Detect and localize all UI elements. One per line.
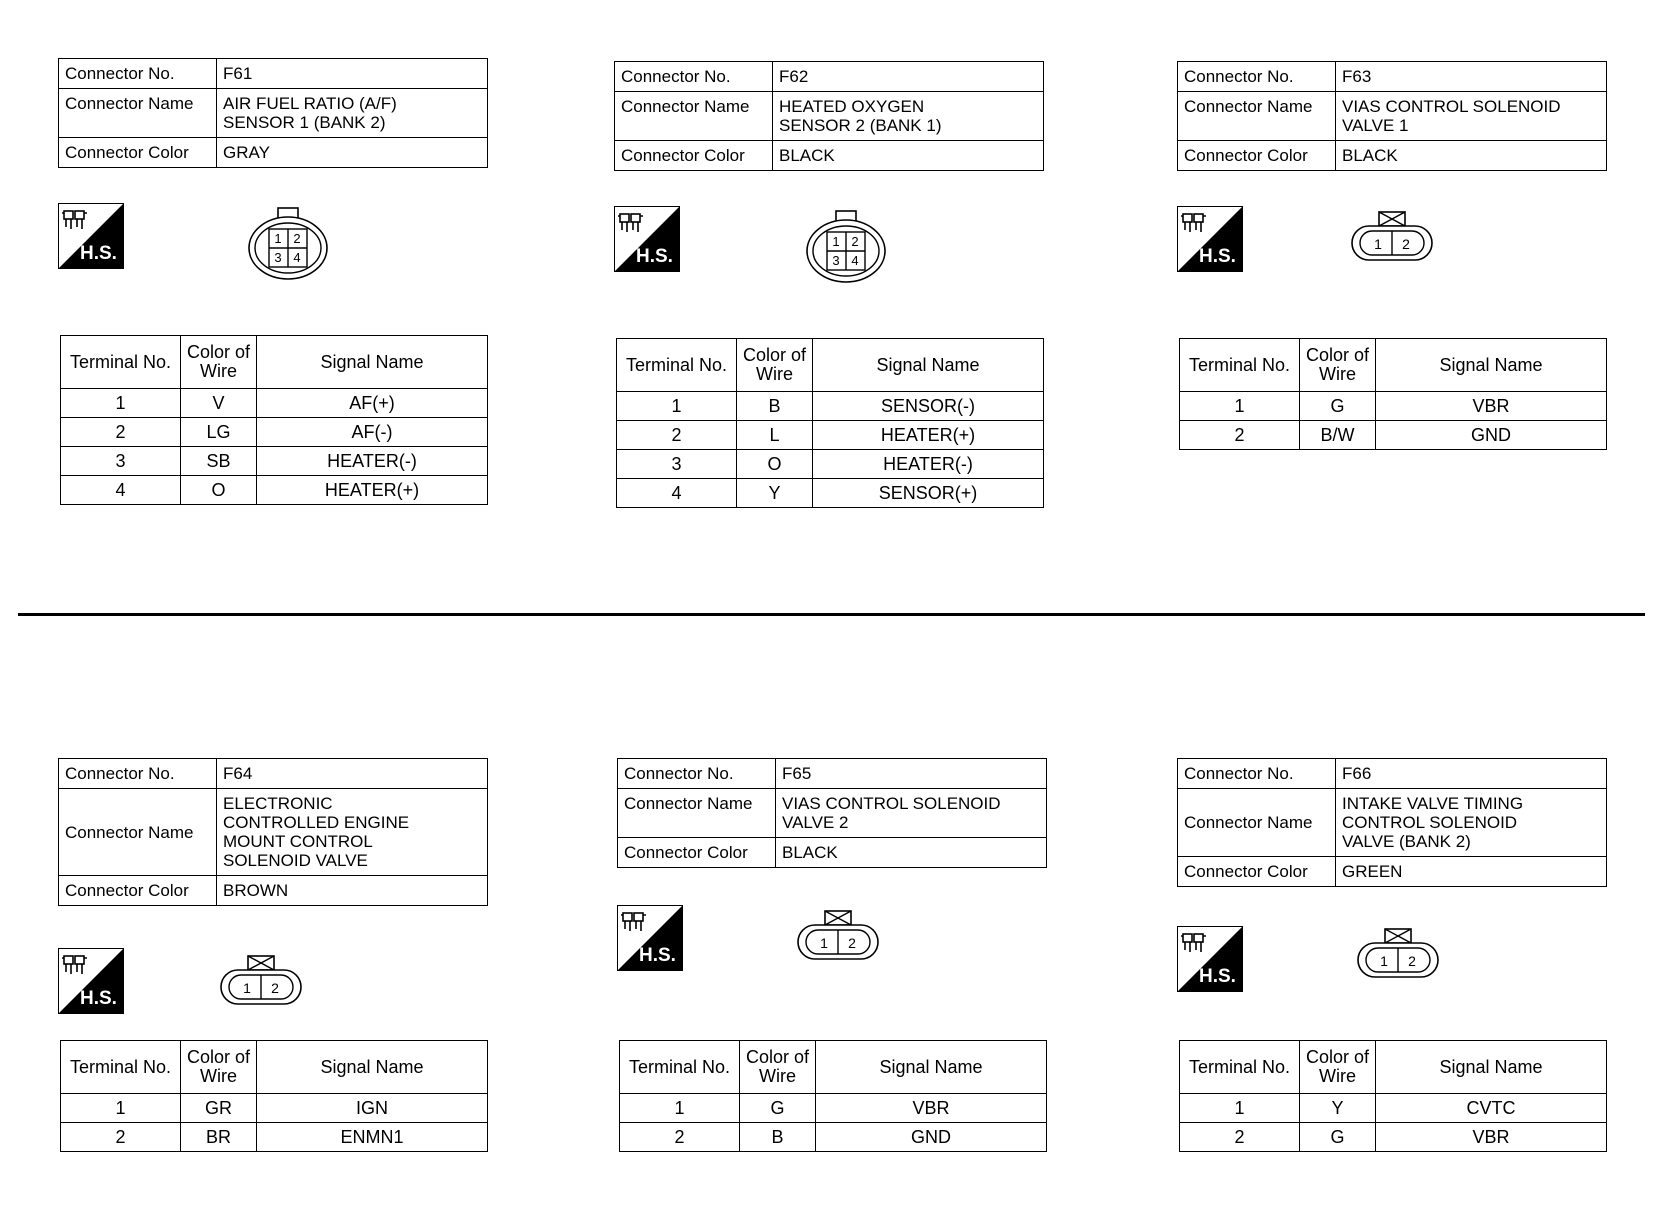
wire-color-header: Color of Wire <box>737 339 813 392</box>
connector-no-label: Connector No. <box>1178 759 1336 789</box>
connector-face-icon <box>795 908 881 969</box>
wire-color-cell: O <box>181 476 257 505</box>
connector-color-row <box>1178 857 1607 887</box>
connector-no-value: F63 <box>1342 67 1372 86</box>
section-divider <box>18 613 1645 616</box>
connector-color-cell <box>217 876 488 906</box>
connector-color-row <box>618 838 1047 868</box>
connector-no-label: Connector No. <box>618 759 776 789</box>
connector-name-label: Connector Name <box>1178 92 1336 141</box>
terminal-no-cell: 4 <box>61 476 181 505</box>
wire-color-cell: G <box>1300 1123 1376 1152</box>
wire-color-cell: SB <box>181 447 257 476</box>
table-row <box>1180 392 1607 421</box>
connector-color-value: GRAY <box>223 143 270 162</box>
terminal-header-row <box>1180 1041 1607 1094</box>
connector-no-value: F62 <box>779 67 809 86</box>
table-row <box>61 389 488 418</box>
signal-name-cell: VBR <box>816 1094 1047 1123</box>
signal-name-cell: AF(+) <box>257 389 488 418</box>
connector-no-row <box>618 759 1047 789</box>
connector-info-table <box>614 61 1044 171</box>
table-row <box>617 479 1044 508</box>
terminal-no-header: Terminal No. <box>617 339 737 392</box>
connector-color-value: BLACK <box>782 843 838 862</box>
connector-block <box>617 758 1047 1218</box>
terminal-table <box>619 1040 1047 1152</box>
connector-no-row <box>615 62 1044 92</box>
connector-pin-label: 2 <box>851 234 859 249</box>
terminal-header-row <box>1180 339 1607 392</box>
wire-color-header: Color of Wire <box>181 1041 257 1094</box>
signal-name-cell: CVTC <box>1376 1094 1607 1123</box>
connector-name-cell <box>217 89 488 138</box>
terminal-no-cell: 1 <box>61 389 181 418</box>
table-row <box>1180 1123 1607 1152</box>
wire-color-cell: G <box>1300 392 1376 421</box>
connector-pin-label: 2 <box>1408 953 1416 969</box>
connector-name-value: HEATED OXYGEN SENSOR 2 (BANK 1) <box>779 97 942 135</box>
hs-badge-label: H.S. <box>639 945 676 966</box>
connector-name-row <box>618 789 1047 838</box>
connector-color-value: BLACK <box>779 146 835 165</box>
wire-color-cell: Y <box>737 479 813 508</box>
connector-pin-label: 2 <box>1402 236 1410 252</box>
connector-no-value: F65 <box>782 764 812 783</box>
table-row <box>61 476 488 505</box>
connector-info-table <box>1177 61 1607 171</box>
connector-color-cell <box>773 141 1044 171</box>
terminal-table <box>1179 1040 1607 1152</box>
connector-info-table <box>1177 758 1607 887</box>
hs-badge-label: H.S. <box>1199 966 1236 987</box>
connector-pin-label: 1 <box>1380 953 1388 969</box>
connector-face-icon <box>1355 926 1441 987</box>
connector-color-cell <box>217 138 488 168</box>
connector-no-label: Connector No. <box>59 59 217 89</box>
connector-color-label: Connector Color <box>1178 857 1336 887</box>
terminal-no-header: Terminal No. <box>1180 339 1300 392</box>
terminal-header-row <box>620 1041 1047 1094</box>
wire-color-header: Color of Wire <box>740 1041 816 1094</box>
terminal-no-cell: 2 <box>1180 1123 1300 1152</box>
connector-pin-label: 2 <box>848 935 856 951</box>
signal-name-header: Signal Name <box>257 336 488 389</box>
connector-face-icon <box>246 206 330 287</box>
signal-name-cell: ENMN1 <box>257 1123 488 1152</box>
connector-color-value: GREEN <box>1342 862 1403 881</box>
table-row <box>617 450 1044 479</box>
connector-no-label: Connector No. <box>1178 62 1336 92</box>
connector-face-icon <box>218 953 304 1014</box>
harness-side-icon <box>58 948 124 1014</box>
connector-no-value: F61 <box>223 64 253 83</box>
connector-name-label: Connector Name <box>618 789 776 838</box>
connector-info-table <box>58 58 488 168</box>
connector-block <box>1177 61 1607 521</box>
signal-name-cell: AF(-) <box>257 418 488 447</box>
connector-name-value: AIR FUEL RATIO (A/F) SENSOR 1 (BANK 2) <box>223 94 397 132</box>
table-row <box>617 421 1044 450</box>
table-row <box>61 447 488 476</box>
signal-name-header: Signal Name <box>813 339 1044 392</box>
connector-no-value: F64 <box>223 764 253 783</box>
signal-name-header: Signal Name <box>257 1041 488 1094</box>
connector-no-cell <box>776 759 1047 789</box>
terminal-no-cell: 1 <box>1180 1094 1300 1123</box>
wire-color-header: Color of Wire <box>1300 339 1376 392</box>
wire-color-cell: L <box>737 421 813 450</box>
wire-color-cell: GR <box>181 1094 257 1123</box>
connector-no-cell <box>773 62 1044 92</box>
wire-color-header: Color of Wire <box>1300 1041 1376 1094</box>
terminal-no-header: Terminal No. <box>620 1041 740 1094</box>
connector-pin-label: 1 <box>243 980 251 996</box>
terminal-header-row <box>61 336 488 389</box>
connector-color-cell <box>1336 141 1607 171</box>
terminal-no-cell: 1 <box>617 392 737 421</box>
connector-block <box>58 758 488 1218</box>
table-row <box>1180 421 1607 450</box>
harness-side-icon <box>1177 206 1243 272</box>
connector-no-row <box>1178 62 1607 92</box>
wire-color-header: Color of Wire <box>181 336 257 389</box>
connector-name-cell <box>776 789 1047 838</box>
connector-color-row <box>1178 141 1607 171</box>
connector-name-value: VIAS CONTROL SOLENOID VALVE 2 <box>782 794 1001 832</box>
connector-name-cell <box>1336 789 1607 857</box>
hs-badge-label: H.S. <box>1199 246 1236 267</box>
wire-color-cell: O <box>737 450 813 479</box>
connector-color-row <box>59 138 488 168</box>
signal-name-cell: SENSOR(+) <box>813 479 1044 508</box>
terminal-no-cell: 4 <box>617 479 737 508</box>
terminal-table <box>60 1040 488 1152</box>
connector-name-row <box>615 92 1044 141</box>
wire-color-cell: Y <box>1300 1094 1376 1123</box>
connector-name-cell <box>217 789 488 876</box>
connector-face-icon <box>1349 209 1435 270</box>
connector-no-row <box>59 759 488 789</box>
connector-pin-label: 3 <box>832 253 840 268</box>
connector-color-row <box>615 141 1044 171</box>
terminal-no-header: Terminal No. <box>1180 1041 1300 1094</box>
connector-name-row <box>59 789 488 876</box>
terminal-table <box>616 338 1044 508</box>
connector-name-cell <box>1336 92 1607 141</box>
connector-name-label: Connector Name <box>59 789 217 876</box>
connector-color-label: Connector Color <box>1178 141 1336 171</box>
signal-name-cell: HEATER(+) <box>257 476 488 505</box>
connector-color-label: Connector Color <box>618 838 776 868</box>
connector-pin-label: 4 <box>851 253 859 268</box>
terminal-header-row <box>61 1041 488 1094</box>
connector-name-value: INTAKE VALVE TIMING CONTROL SOLENOID VALVE (BANK 2) <box>1342 794 1524 851</box>
terminal-no-cell: 3 <box>617 450 737 479</box>
connector-name-label: Connector Name <box>1178 789 1336 857</box>
terminal-no-cell: 1 <box>620 1094 740 1123</box>
terminal-no-cell: 2 <box>620 1123 740 1152</box>
wire-color-cell: BR <box>181 1123 257 1152</box>
table-row <box>617 392 1044 421</box>
wire-color-cell: B/W <box>1300 421 1376 450</box>
terminal-no-cell: 2 <box>61 418 181 447</box>
connector-pin-label: 1 <box>820 935 828 951</box>
connector-name-row <box>1178 789 1607 857</box>
signal-name-cell: HEATER(-) <box>257 447 488 476</box>
connector-no-cell <box>1336 62 1607 92</box>
connector-color-value: BLACK <box>1342 146 1398 165</box>
connector-no-cell <box>217 59 488 89</box>
harness-side-icon <box>1177 926 1243 992</box>
connector-name-row <box>59 89 488 138</box>
connector-name-value: ELECTRONIC CONTROLLED ENGINE MOUNT CONTROL SOLENOID VALVE <box>223 794 410 870</box>
wire-color-cell: B <box>737 392 813 421</box>
connector-block <box>58 58 488 518</box>
connector-color-row <box>59 876 488 906</box>
signal-name-header: Signal Name <box>1376 1041 1607 1094</box>
table-row <box>620 1123 1047 1152</box>
terminal-no-header: Terminal No. <box>61 336 181 389</box>
terminal-no-cell: 1 <box>1180 392 1300 421</box>
connector-pin-label: 1 <box>1374 236 1382 252</box>
connector-pin-label: 2 <box>271 980 279 996</box>
signal-name-cell: VBR <box>1376 1123 1607 1152</box>
signal-name-cell: HEATER(+) <box>813 421 1044 450</box>
hs-badge-label: H.S. <box>80 988 117 1009</box>
connector-no-value: F66 <box>1342 764 1372 783</box>
connector-info-table <box>58 758 488 906</box>
harness-side-icon <box>617 905 683 971</box>
connector-no-row <box>59 59 488 89</box>
table-row <box>620 1094 1047 1123</box>
signal-name-cell: SENSOR(-) <box>813 392 1044 421</box>
connector-no-label: Connector No. <box>615 62 773 92</box>
table-row <box>1180 1094 1607 1123</box>
connector-no-row <box>1178 759 1607 789</box>
terminal-no-cell: 2 <box>61 1123 181 1152</box>
signal-name-cell: GND <box>816 1123 1047 1152</box>
terminal-no-header: Terminal No. <box>61 1041 181 1094</box>
signal-name-cell: GND <box>1376 421 1607 450</box>
connector-name-label: Connector Name <box>615 92 773 141</box>
harness-side-icon <box>614 206 680 272</box>
terminal-no-cell: 3 <box>61 447 181 476</box>
terminal-no-cell: 1 <box>61 1094 181 1123</box>
connector-pin-label: 1 <box>832 234 840 249</box>
signal-name-cell: VBR <box>1376 392 1607 421</box>
connector-pin-label: 1 <box>274 231 282 246</box>
terminal-no-cell: 2 <box>617 421 737 450</box>
connector-pin-label: 4 <box>293 250 301 265</box>
hs-badge-label: H.S. <box>636 246 673 267</box>
wire-color-cell: LG <box>181 418 257 447</box>
connector-name-value: VIAS CONTROL SOLENOID VALVE 1 <box>1342 97 1561 135</box>
connector-name-row <box>1178 92 1607 141</box>
connector-color-label: Connector Color <box>59 876 217 906</box>
terminal-no-cell: 2 <box>1180 421 1300 450</box>
connector-color-cell <box>1336 857 1607 887</box>
connector-no-label: Connector No. <box>59 759 217 789</box>
signal-name-header: Signal Name <box>816 1041 1047 1094</box>
connector-name-cell <box>773 92 1044 141</box>
table-row <box>61 418 488 447</box>
terminal-table <box>1179 338 1607 450</box>
wire-color-cell: G <box>740 1094 816 1123</box>
wire-color-cell: V <box>181 389 257 418</box>
connector-no-cell <box>217 759 488 789</box>
connector-block <box>1177 758 1607 1218</box>
hs-badge-label: H.S. <box>80 243 117 264</box>
signal-name-cell: IGN <box>257 1094 488 1123</box>
connector-name-label: Connector Name <box>59 89 217 138</box>
connector-pin-label: 2 <box>293 231 301 246</box>
table-row <box>61 1094 488 1123</box>
signal-name-header: Signal Name <box>1376 339 1607 392</box>
connector-color-label: Connector Color <box>59 138 217 168</box>
connector-face-icon <box>804 209 888 290</box>
connector-pin-label: 3 <box>274 250 282 265</box>
connector-info-table <box>617 758 1047 868</box>
connector-block <box>614 61 1044 521</box>
wire-color-cell: B <box>740 1123 816 1152</box>
connector-color-cell <box>776 838 1047 868</box>
connector-color-value: BROWN <box>223 881 289 900</box>
connector-no-cell <box>1336 759 1607 789</box>
table-row <box>61 1123 488 1152</box>
connector-color-label: Connector Color <box>615 141 773 171</box>
signal-name-cell: HEATER(-) <box>813 450 1044 479</box>
terminal-table <box>60 335 488 505</box>
terminal-header-row <box>617 339 1044 392</box>
harness-side-icon <box>58 203 124 269</box>
